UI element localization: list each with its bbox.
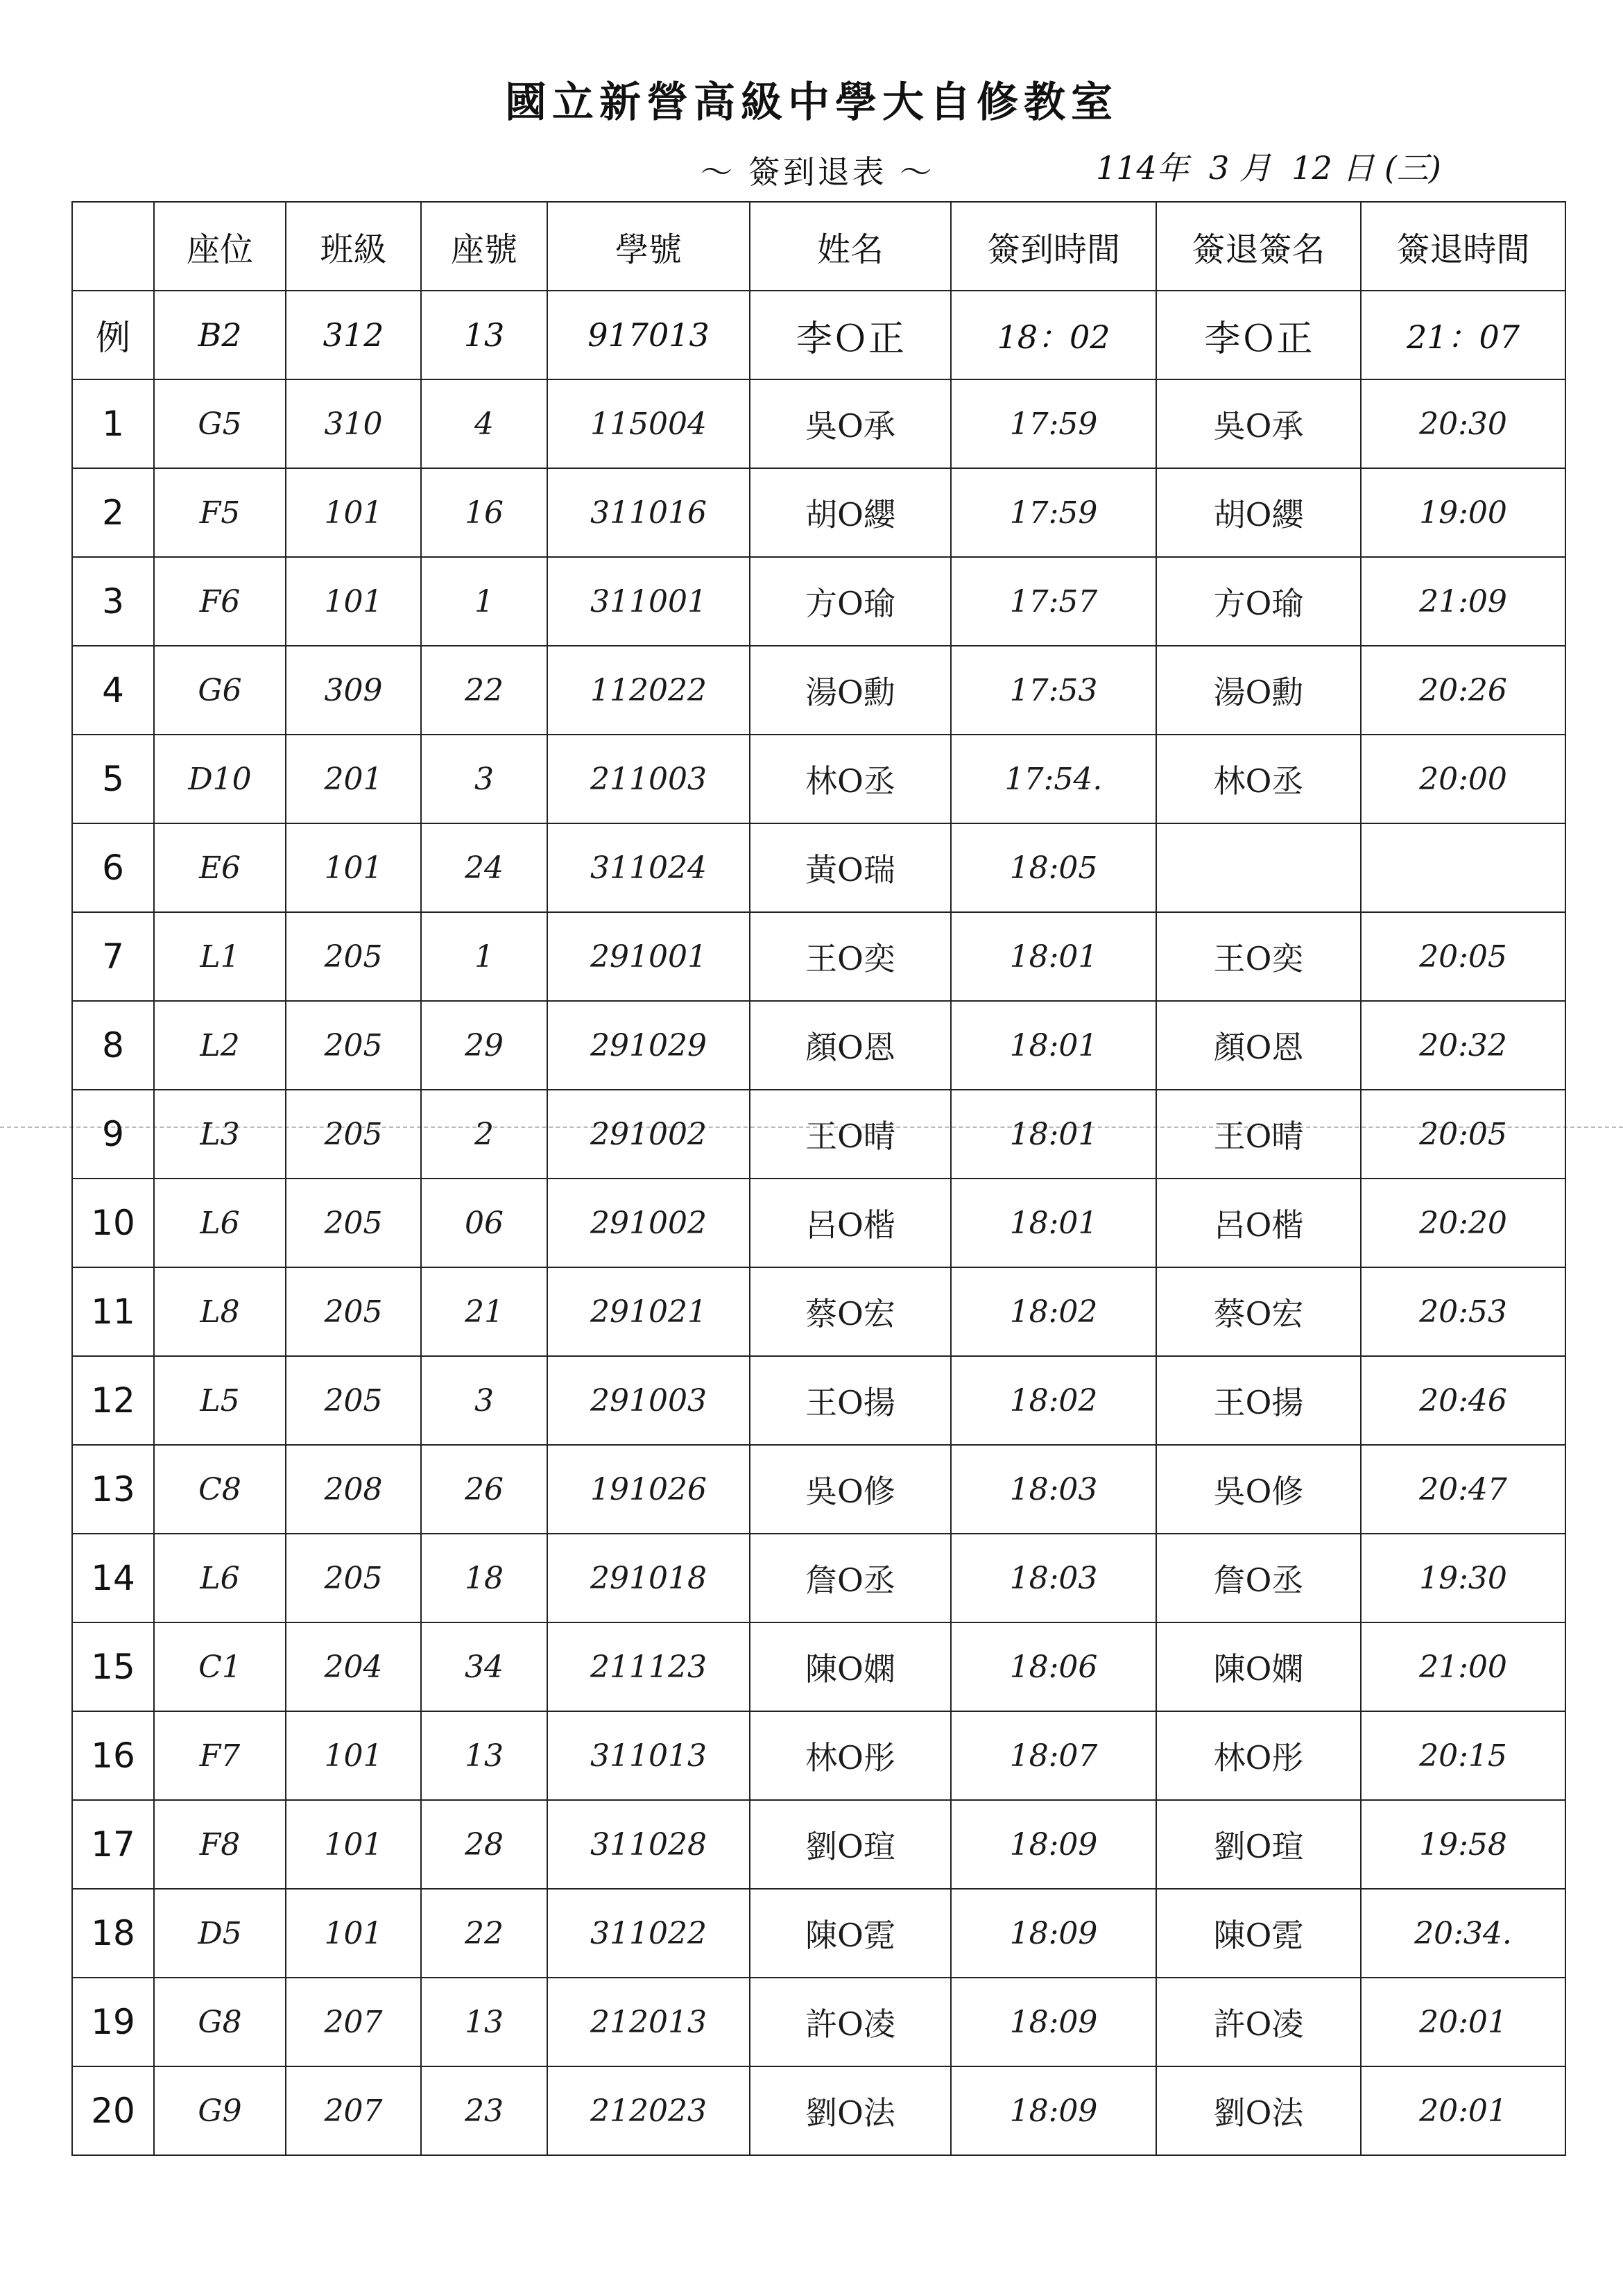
sign-in-time-cell: 17:59 (951, 379, 1156, 468)
class-cell: 101 (286, 1800, 421, 1889)
form-subtitle: ～ 簽到退表 ～ (701, 153, 935, 191)
class-cell: 205 (286, 912, 421, 1001)
sign-in-time-cell: 18:02 (951, 1267, 1156, 1356)
sign-out-time-cell: 21:00 (1361, 1622, 1565, 1711)
sign-in-time-cell: 17:53 (951, 646, 1156, 735)
example-name: 李Ｏ正 (750, 291, 951, 379)
row-number: 13 (72, 1445, 154, 1534)
student-id-cell: 115004 (547, 379, 750, 468)
seat-cell: L6 (154, 1179, 286, 1267)
sign-out-time-cell: 19:30 (1361, 1534, 1565, 1622)
table-row (72, 1534, 1565, 1622)
row-number: 15 (72, 1622, 154, 1711)
page-title: 國立新營高級中學大自修教室 (505, 78, 1118, 127)
seat-cell: F7 (154, 1711, 286, 1800)
header-cell-sign-out-time: 簽退時間 (1361, 202, 1565, 291)
sign-out-name-cell: 劉O瑄 (1156, 1800, 1361, 1889)
header-cell-index (72, 202, 154, 291)
seat-number-cell: 4 (421, 379, 547, 468)
sign-out-name-cell: 胡O纓 (1156, 468, 1361, 557)
name-cell: 許O凌 (750, 1978, 951, 2066)
row-number: 20 (72, 2066, 154, 2155)
seat-number-cell: 13 (421, 1978, 547, 2066)
student-id-cell: 291002 (547, 1090, 750, 1179)
student-id-cell: 291003 (547, 1356, 750, 1445)
name-cell: 陳O嫻 (750, 1622, 951, 1711)
row-number: 16 (72, 1711, 154, 1800)
sign-in-time-cell: 18:01 (951, 1001, 1156, 1090)
sign-out-name-cell: 呂O楷 (1156, 1179, 1361, 1267)
sign-out-time-cell: 20:46 (1361, 1356, 1565, 1445)
table-row (72, 1622, 1565, 1711)
sign-out-time-cell (1361, 823, 1565, 912)
row-number: 8 (72, 1001, 154, 1090)
sign-out-name-cell (1156, 823, 1361, 912)
table-row (72, 646, 1565, 735)
name-cell: 吳O承 (750, 379, 951, 468)
seat-number-cell: 21 (421, 1267, 547, 1356)
student-id-cell: 311028 (547, 1800, 750, 1889)
example-student-id: 917013 (547, 291, 750, 379)
seat-cell: G5 (154, 379, 286, 468)
name-cell: 林O彤 (750, 1711, 951, 1800)
sign-out-time-cell: 20:05 (1361, 912, 1565, 1001)
example-sign-in-time: 18：02 (951, 291, 1156, 379)
row-number: 11 (72, 1267, 154, 1356)
seat-cell: L8 (154, 1267, 286, 1356)
sign-out-name-cell: 詹O丞 (1156, 1534, 1361, 1622)
form-date: 114年 3 月 12 日 (三) (1096, 149, 1441, 187)
table-row (72, 1090, 1565, 1179)
seat-number-cell: 18 (421, 1534, 547, 1622)
seat-number-cell: 23 (421, 2066, 547, 2155)
sign-in-time-cell: 18:09 (951, 2066, 1156, 2155)
seat-number-cell: 3 (421, 735, 547, 823)
sign-out-name-cell: 王O奕 (1156, 912, 1361, 1001)
student-id-cell: 311016 (547, 468, 750, 557)
sign-in-time-cell: 18:06 (951, 1622, 1156, 1711)
class-cell: 205 (286, 1356, 421, 1445)
table-row (72, 1978, 1565, 2066)
student-id-cell: 311024 (547, 823, 750, 912)
class-cell: 101 (286, 823, 421, 912)
class-cell: 207 (286, 2066, 421, 2155)
seat-cell: G8 (154, 1978, 286, 2066)
name-cell: 顏O恩 (750, 1001, 951, 1090)
sign-out-name-cell: 吳O修 (1156, 1445, 1361, 1534)
student-id-cell: 311022 (547, 1889, 750, 1978)
name-cell: 湯O勳 (750, 646, 951, 735)
sign-in-time-cell: 18:02 (951, 1356, 1156, 1445)
seat-cell: D10 (154, 735, 286, 823)
seat-cell: G9 (154, 2066, 286, 2155)
seat-cell: L5 (154, 1356, 286, 1445)
seat-number-cell: 3 (421, 1356, 547, 1445)
name-cell: 方O瑜 (750, 557, 951, 646)
sign-out-time-cell: 20:34. (1361, 1889, 1565, 1978)
seat-number-cell: 1 (421, 557, 547, 646)
name-cell: 胡O纓 (750, 468, 951, 557)
row-number: 12 (72, 1356, 154, 1445)
student-id-cell: 211003 (547, 735, 750, 823)
header-cell-sign-out-name: 簽退簽名 (1156, 202, 1361, 291)
sign-out-name-cell: 王O晴 (1156, 1090, 1361, 1179)
seat-number-cell: 16 (421, 468, 547, 557)
sign-out-name-cell: 方O瑜 (1156, 557, 1361, 646)
sign-in-time-cell: 18:09 (951, 1978, 1156, 2066)
sign-out-name-cell: 吳O承 (1156, 379, 1361, 468)
sign-out-name-cell: 蔡O宏 (1156, 1267, 1361, 1356)
name-cell: 劉O瑄 (750, 1800, 951, 1889)
table-row (72, 1800, 1565, 1889)
class-cell: 101 (286, 1889, 421, 1978)
sign-out-name-cell: 王O揚 (1156, 1356, 1361, 1445)
row-number: 9 (72, 1090, 154, 1179)
sign-out-time-cell: 20:47 (1361, 1445, 1565, 1534)
seat-number-cell: 13 (421, 1711, 547, 1800)
table-row (72, 1267, 1565, 1356)
seat-cell: L3 (154, 1090, 286, 1179)
table-row (72, 379, 1565, 468)
table-row (72, 823, 1565, 912)
row-number: 18 (72, 1889, 154, 1978)
class-cell: 207 (286, 1978, 421, 2066)
row-number: 6 (72, 823, 154, 912)
name-cell: 詹O丞 (750, 1534, 951, 1622)
class-cell: 101 (286, 557, 421, 646)
name-cell: 林O丞 (750, 735, 951, 823)
sign-out-time-cell: 20:30 (1361, 379, 1565, 468)
sign-out-time-cell: 20:53 (1361, 1267, 1565, 1356)
sign-in-time-cell: 17:54. (951, 735, 1156, 823)
class-cell: 205 (286, 1001, 421, 1090)
sign-in-time-cell: 17:59 (951, 468, 1156, 557)
sign-in-time-cell: 18:09 (951, 1889, 1156, 1978)
name-cell: 黃O瑞 (750, 823, 951, 912)
example-sign-out-time: 21：07 (1361, 291, 1565, 379)
class-cell: 204 (286, 1622, 421, 1711)
student-id-cell: 291001 (547, 912, 750, 1001)
seat-cell: F6 (154, 557, 286, 646)
seat-cell: L2 (154, 1001, 286, 1090)
seat-cell: F5 (154, 468, 286, 557)
seat-number-cell: 26 (421, 1445, 547, 1534)
table-row (72, 735, 1565, 823)
seat-cell: D5 (154, 1889, 286, 1978)
table-header-row (72, 202, 1565, 291)
header-cell-class: 班級 (286, 202, 421, 291)
student-id-cell: 212013 (547, 1978, 750, 2066)
sign-out-time-cell: 20:01 (1361, 2066, 1565, 2155)
sign-in-time-cell: 18:07 (951, 1711, 1156, 1800)
sign-out-name-cell: 劉O法 (1156, 2066, 1361, 2155)
table-row (72, 1179, 1565, 1267)
header-cell-seat-number: 座號 (421, 202, 547, 291)
class-cell: 208 (286, 1445, 421, 1534)
seat-number-cell: 1 (421, 912, 547, 1001)
student-id-cell: 291018 (547, 1534, 750, 1622)
student-id-cell: 291029 (547, 1001, 750, 1090)
seat-cell: G6 (154, 646, 286, 735)
seat-cell: L6 (154, 1534, 286, 1622)
seat-number-cell: 29 (421, 1001, 547, 1090)
class-cell: 309 (286, 646, 421, 735)
row-number: 1 (72, 379, 154, 468)
sign-out-time-cell: 21:09 (1361, 557, 1565, 646)
example-seat: B2 (154, 291, 286, 379)
name-cell: 王O晴 (750, 1090, 951, 1179)
header-cell-name: 姓名 (750, 202, 951, 291)
sign-out-time-cell: 20:32 (1361, 1001, 1565, 1090)
class-cell: 205 (286, 1267, 421, 1356)
sign-in-time-cell: 18:03 (951, 1534, 1156, 1622)
student-id-cell: 212023 (547, 2066, 750, 2155)
table-row (72, 1001, 1565, 1090)
student-id-cell: 311013 (547, 1711, 750, 1800)
table-row (72, 2066, 1565, 2155)
student-id-cell: 291021 (547, 1267, 750, 1356)
example-row (72, 291, 1565, 379)
sign-out-name-cell: 林O彤 (1156, 1711, 1361, 1800)
seat-cell: C1 (154, 1622, 286, 1711)
sign-in-time-cell: 18:01 (951, 1090, 1156, 1179)
seat-number-cell: 22 (421, 1889, 547, 1978)
class-cell: 201 (286, 735, 421, 823)
sign-in-time-cell: 18:05 (951, 823, 1156, 912)
seat-number-cell: 28 (421, 1800, 547, 1889)
sign-out-name-cell: 許O凌 (1156, 1978, 1361, 2066)
example-class: 312 (286, 291, 421, 379)
example-label: 例 (72, 291, 154, 379)
class-cell: 205 (286, 1179, 421, 1267)
sign-out-name-cell: 湯O勳 (1156, 646, 1361, 735)
row-number: 2 (72, 468, 154, 557)
row-number: 17 (72, 1800, 154, 1889)
class-cell: 101 (286, 1711, 421, 1800)
sign-out-time-cell: 20:00 (1361, 735, 1565, 823)
sign-out-name-cell: 陳O嫻 (1156, 1622, 1361, 1711)
seat-number-cell: 2 (421, 1090, 547, 1179)
table-row (72, 1356, 1565, 1445)
row-number: 3 (72, 557, 154, 646)
sign-out-time-cell: 20:20 (1361, 1179, 1565, 1267)
sign-out-time-cell: 20:26 (1361, 646, 1565, 735)
sign-in-time-cell: 18:01 (951, 912, 1156, 1001)
sign-in-time-cell: 17:57 (951, 557, 1156, 646)
table-row (72, 468, 1565, 557)
sign-out-name-cell: 林O丞 (1156, 735, 1361, 823)
student-id-cell: 311001 (547, 557, 750, 646)
sign-out-time-cell: 20:01 (1361, 1978, 1565, 2066)
table-row (72, 1445, 1565, 1534)
row-number: 10 (72, 1179, 154, 1267)
sign-out-name-cell: 陳O霓 (1156, 1889, 1361, 1978)
table-row (72, 1889, 1565, 1978)
sign-out-time-cell: 20:05 (1361, 1090, 1565, 1179)
row-number: 14 (72, 1534, 154, 1622)
class-cell: 101 (286, 468, 421, 557)
name-cell: 王O奕 (750, 912, 951, 1001)
header-cell-seat: 座位 (154, 202, 286, 291)
row-number: 7 (72, 912, 154, 1001)
sign-in-time-cell: 18:03 (951, 1445, 1156, 1534)
table-row (72, 912, 1565, 1001)
sign-out-time-cell: 20:15 (1361, 1711, 1565, 1800)
example-sign-out-name: 李Ｏ正 (1156, 291, 1361, 379)
sign-in-time-cell: 18:01 (951, 1179, 1156, 1267)
row-number: 4 (72, 646, 154, 735)
table-row (72, 1711, 1565, 1800)
student-id-cell: 211123 (547, 1622, 750, 1711)
name-cell: 王O揚 (750, 1356, 951, 1445)
seat-number-cell: 34 (421, 1622, 547, 1711)
class-cell: 205 (286, 1090, 421, 1179)
header-cell-student-id: 學號 (547, 202, 750, 291)
sign-out-name-cell: 顏O恩 (1156, 1001, 1361, 1090)
class-cell: 205 (286, 1534, 421, 1622)
name-cell: 劉O法 (750, 2066, 951, 2155)
table-row (72, 557, 1565, 646)
sign-out-time-cell: 19:00 (1361, 468, 1565, 557)
sign-in-time-cell: 18:09 (951, 1800, 1156, 1889)
student-id-cell: 112022 (547, 646, 750, 735)
seat-number-cell: 22 (421, 646, 547, 735)
name-cell: 陳O霓 (750, 1889, 951, 1978)
name-cell: 呂O楷 (750, 1179, 951, 1267)
header-cell-sign-in-time: 簽到時間 (951, 202, 1156, 291)
name-cell: 吳O修 (750, 1445, 951, 1534)
seat-number-cell: 24 (421, 823, 547, 912)
class-cell: 310 (286, 379, 421, 468)
example-seat-number: 13 (421, 291, 547, 379)
student-id-cell: 191026 (547, 1445, 750, 1534)
row-number: 5 (72, 735, 154, 823)
seat-number-cell: 06 (421, 1179, 547, 1267)
seat-cell: L1 (154, 912, 286, 1001)
student-id-cell: 291002 (547, 1179, 750, 1267)
name-cell: 蔡O宏 (750, 1267, 951, 1356)
sign-in-table (71, 201, 1566, 2156)
seat-cell: F8 (154, 1800, 286, 1889)
seat-cell: E6 (154, 823, 286, 912)
row-number: 19 (72, 1978, 154, 2066)
seat-cell: C8 (154, 1445, 286, 1534)
sign-out-time-cell: 19:58 (1361, 1800, 1565, 1889)
